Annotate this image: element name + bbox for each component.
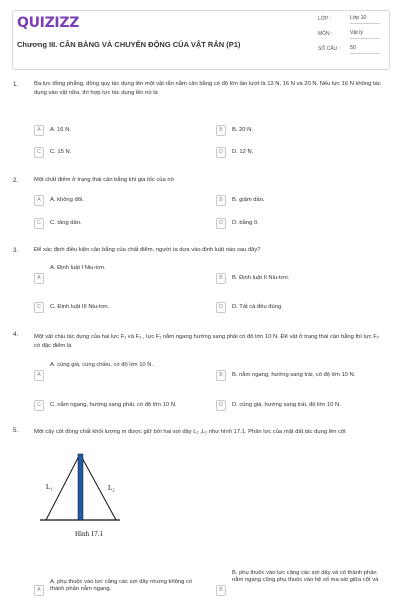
option-letter-badge: A	[34, 273, 44, 284]
option-text: D. bằng 0.	[232, 220, 259, 226]
question-text: Để xác định điều kiện cân bằng của chất điểm, người ta dựa vào định luật nào sau đây?	[34, 247, 261, 253]
worksheet-title: Chương III. CÂN BẰNG VÀ CHUYỂN ĐỘNG CỦA VẬT RẮN (P1)	[17, 40, 241, 49]
option-text: D. 12 N.	[232, 149, 254, 155]
option-letter-badge: D	[216, 147, 226, 158]
class-value: Lớp 10	[350, 15, 380, 24]
option-text: A. phụ thuộc vào lực căng các sợi dây nhưng không có thành phần nằm ngang.	[50, 579, 193, 592]
worksheet-header	[12, 10, 390, 70]
option-letter-badge: C	[34, 302, 44, 313]
question-count-value: 50	[350, 45, 380, 54]
question-number: 3.	[13, 247, 19, 254]
question-text: Một cây cột đồng chất khối lượng m được giữ bởi hai sợi dây L₁ ,L₂ như hình 17.1. Phản lực của mặt đất tác dụng lên cột	[34, 429, 346, 435]
option-letter-badge: A	[34, 195, 44, 206]
option-letter-badge: C	[34, 400, 44, 411]
option-text: D. cùng giá, hướng sang trái, độ lớn 10 N.	[232, 402, 341, 408]
rope-label-right: L₂	[108, 484, 115, 492]
question-text: Một vật chịu tác dụng của hai lực F₁ và F₂ , lực F₁ nằm ngang hướng sang phải có độ lớn 10 N. Để vật ở trạng thái cân bằng thì lực F₂ có đặc điểm là	[34, 334, 379, 349]
option-text: B. 20 N.	[232, 127, 253, 133]
option-letter-badge: B	[216, 273, 226, 284]
option-letter-badge: A	[34, 585, 44, 596]
option-text: B. giảm dần.	[232, 197, 265, 203]
option-letter-badge: D	[216, 218, 226, 229]
option-letter-badge: B	[216, 195, 226, 206]
option-letter-badge: D	[216, 400, 226, 411]
rope-label-left: L₁	[46, 483, 53, 491]
option-text: C. nằm ngang, hướng sang phải, có độ lớn 10 N.	[50, 402, 177, 408]
option-text: A. cùng giá, cùng chiều, có độ lớn 10 N.	[50, 362, 154, 368]
option-text: C. Định luật III Niu-tơn.	[50, 304, 110, 310]
option-text: C. 15 N.	[50, 149, 72, 155]
subject-value: Vật lý	[350, 30, 380, 39]
option-text: B. phụ thuộc vào lực căng các sợi dây và có thành phần nằm ngang cũng phụ thuộc vào hệ số ma sát giữa cột và	[232, 570, 379, 583]
option-text: B. nằm ngang, hướng sang trái, có độ lớn 10 N.	[232, 372, 356, 378]
option-letter-badge: B	[216, 125, 226, 136]
question-number: 2.	[13, 177, 19, 184]
option-text: A. 16 N.	[50, 127, 71, 133]
option-text: A. Định luật I Niu-tơn.	[50, 265, 106, 271]
question-number: 5.	[13, 427, 19, 434]
option-text: B. Định luật II Niu-tơn.	[232, 275, 290, 281]
question-text: Ba lực đồng phẳng, đồng quy tác dụng lên một vật rắn nằm cân bằng có độ lớn lần lượt là 12 N, 16 N và 20 N. Nếu lực 16 N không tác dụng vào vật nữa, thì hợp lực tác dụng lên nó là	[34, 81, 381, 96]
option-letter-badge: C	[34, 147, 44, 158]
option-text: A. không đổi.	[50, 197, 84, 203]
subject-label: MÔN :	[318, 31, 333, 37]
question-number: 4.	[13, 331, 19, 338]
figure-caption: Hình 17.1	[75, 530, 103, 538]
option-text: D. Tất cả đều đúng.	[232, 304, 283, 310]
class-label: LỚP :	[318, 16, 332, 22]
option-letter-badge: D	[216, 302, 226, 313]
question-text: Một chất điểm ở trạng thái cân bằng khi gia tốc của nó	[34, 177, 174, 183]
option-letter-badge: A	[34, 125, 44, 136]
option-letter-badge: A	[34, 370, 44, 381]
option-letter-badge: B	[216, 585, 226, 596]
option-letter-badge: B	[216, 370, 226, 381]
quizizz-logo: QUIZIZZ	[17, 15, 80, 31]
option-letter-badge: C	[34, 218, 44, 229]
question-count-label: SỐ CÂU :	[318, 46, 340, 52]
question-number: 1.	[13, 81, 19, 88]
option-text: C. tăng dần.	[50, 220, 82, 226]
